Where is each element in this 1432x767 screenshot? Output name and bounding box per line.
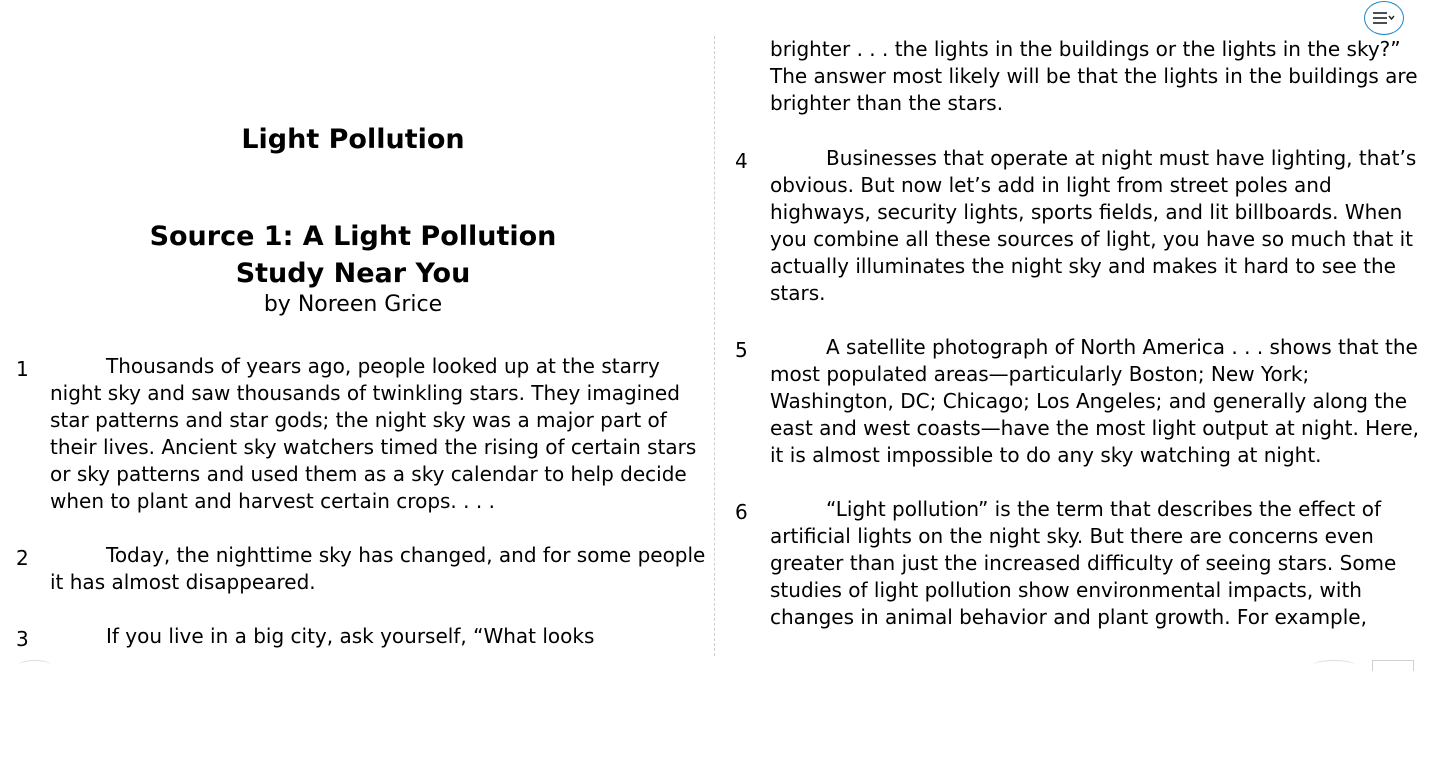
source-title-line2: Study Near You bbox=[235, 258, 471, 289]
paragraph-1 bbox=[16, 353, 710, 515]
paragraph-5 bbox=[735, 334, 1420, 469]
paragraph-text: Today, the nighttime sky has changed, and for some people it has almost disappeared. bbox=[50, 543, 706, 594]
paragraph-text: Thousands of years ago, people looked up at the starry night sky and saw thousands of twinkling stars. They imagined star patterns and star gods; the night sky was a major part of their lives. Ancient sky watchers timed the rising of certain stars or sky patterns and used them as a sky calendar to help decide when to plant and harvest certain crops. . . . bbox=[50, 354, 697, 513]
paragraph-text: Businesses that operate at night must have lighting, that’s obvious. But now let’s add in light from street poles and highways, security lights, sports fields, and lit billboards. When you combine all these sources of light, you have so much that it actually illuminates the night sky and makes it hard to see the stars. bbox=[770, 146, 1417, 305]
source-title-line1: Source 1: A Light Pollution bbox=[149, 221, 557, 252]
paragraph-number: 2 bbox=[16, 546, 29, 570]
source-title bbox=[0, 218, 706, 292]
paragraph-text: “Light pollution” is the term that describes the effect of artificial lights on the night sky. But there are concerns even greater than just the increased difficulty of seeing stars. Some studies of light pollution show environmental impacts, with changes in animal behavior and plant growth. For example, bbox=[770, 497, 1397, 629]
paragraph-number: 1 bbox=[16, 357, 29, 381]
paragraph-text: If you live in a big city, ask yourself, “What looks bbox=[106, 624, 595, 648]
menu-chevron-icon bbox=[1371, 10, 1397, 26]
paragraph-3 bbox=[16, 623, 710, 651]
menu-button[interactable] bbox=[1364, 1, 1404, 35]
paragraph-number: 5 bbox=[735, 338, 748, 362]
paragraph-number: 3 bbox=[16, 627, 29, 651]
author-byline: by Noreen Grice bbox=[263, 292, 443, 317]
paragraph-2 bbox=[16, 542, 710, 596]
left-column bbox=[0, 0, 714, 660]
panel-toggle-control[interactable] bbox=[1372, 660, 1414, 671]
paragraph-6 bbox=[735, 496, 1420, 631]
paragraph-number: 4 bbox=[735, 149, 748, 173]
passage-title: Light Pollution bbox=[241, 124, 465, 155]
paragraph-number: 6 bbox=[735, 500, 748, 524]
paragraph-4 bbox=[735, 145, 1420, 307]
right-column bbox=[714, 0, 1432, 660]
paragraph-text: A satellite photograph of North America . . . shows that the most populated areas—particularly Boston; New York; Washington, DC; Chicago; Los Angeles; and generally along the east and west coasts—have the most light output at night. Here, it is almost impossible to do any sky watching at night. bbox=[770, 335, 1419, 467]
scroll-right-control[interactable] bbox=[1312, 660, 1356, 671]
paragraph-3-continuation: brighter . . . the lights in the buildings or the lights in the sky?” The answer most likely will be that the lights in the buildings are brighter than the stars. bbox=[770, 37, 1418, 115]
scroll-left-control[interactable] bbox=[18, 660, 52, 671]
